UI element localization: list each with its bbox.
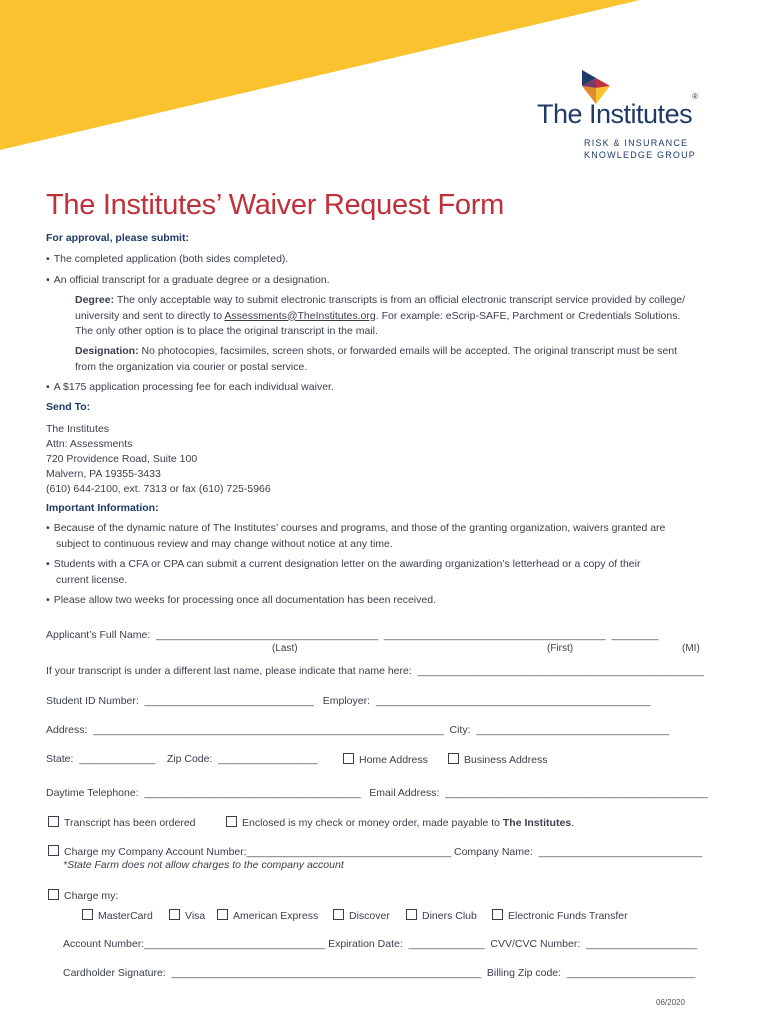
last-caption: (Last) xyxy=(272,643,298,654)
eft-checkbox[interactable] xyxy=(492,909,503,920)
student-id-field[interactable]: _____________________________ xyxy=(141,695,314,707)
mailing-address: The Institutes Attn: Assessments 720 Providence Road, Suite 100 Malvern, PA 19355-3433 (610) 644-2100, ext. 7313 or fax (610) 725-5966 xyxy=(46,423,271,495)
transcript-ordered-option[interactable]: Transcript has been ordered xyxy=(48,816,196,829)
phone-email-row xyxy=(46,787,708,799)
transcript-ordered-checkbox[interactable] xyxy=(48,816,59,827)
employer-field[interactable]: _______________________________________________ xyxy=(372,695,651,707)
form-date: 06/2020 xyxy=(656,998,685,1007)
last-name-field[interactable]: ______________________________________ xyxy=(153,629,379,641)
company-account-row xyxy=(48,845,702,858)
state-farm-note: *State Farm does not allow charges to the company account xyxy=(63,859,344,871)
expiration-label: Expiration Date: xyxy=(328,938,403,950)
student-employer-row xyxy=(46,695,650,707)
home-address-option[interactable]: Home Address xyxy=(343,753,428,766)
important-bullet-dynamic: • Because of the dynamic nature of The Institutes’ courses and programs, and those of the granting organization, waivers granted are subject to continuous review and may change without notice at any time. xyxy=(46,522,666,550)
phone-field[interactable]: _____________________________________ xyxy=(141,787,361,799)
charge-my-checkbox[interactable] xyxy=(48,889,59,900)
page-title: The Institutes’ Waiver Request Form xyxy=(46,189,504,221)
assessments-email-link[interactable]: Assessments@TheInstitutes.org xyxy=(224,309,376,322)
logo-subtitle: RISK & INSURANCE KNOWLEDGE GROUP xyxy=(584,138,697,160)
address-field[interactable]: ____________________________________________________________ xyxy=(90,724,444,736)
visa-option[interactable]: Visa xyxy=(169,909,205,922)
signature-field[interactable]: _____________________________________________________ xyxy=(168,967,482,979)
business-address-checkbox[interactable] xyxy=(448,753,459,764)
student-id-label: Student ID Number: xyxy=(46,695,139,707)
first-name-field[interactable]: ______________________________________ xyxy=(380,629,606,641)
first-caption: (First) xyxy=(547,643,574,654)
approval-bullet-application: • The completed application (both sides completed). xyxy=(46,253,289,265)
mi-caption: (MI) xyxy=(682,643,700,654)
diners-club-checkbox[interactable] xyxy=(406,909,417,920)
send-to-heading: Send To: xyxy=(46,401,91,413)
discover-checkbox[interactable] xyxy=(333,909,344,920)
mastercard-checkbox[interactable] xyxy=(82,909,93,920)
account-number-label: Account Number: xyxy=(63,938,145,950)
middle-initial-field[interactable]: ________ xyxy=(608,629,659,641)
different-name-label: If your transcript is under a different last name, please indicate that name here: xyxy=(46,665,412,677)
email-label: Email Address: xyxy=(369,787,440,799)
diners-club-option[interactable]: Diners Club xyxy=(406,909,477,922)
company-account-label: Charge my Company Account Number: xyxy=(64,846,247,858)
signature-label: Cardholder Signature: xyxy=(63,967,166,979)
city-label: City: xyxy=(449,724,471,736)
state-label: State: xyxy=(46,753,74,765)
amex-option[interactable]: American Express xyxy=(217,909,318,922)
account-number-field[interactable]: _______________________________ xyxy=(144,938,326,950)
billing-zip-field[interactable]: ______________________ xyxy=(563,967,696,979)
approval-bullet-transcript: • An official transcript for a graduate degree or a designation. xyxy=(46,274,330,286)
charge-my-option[interactable]: Charge my: xyxy=(48,889,118,902)
amex-checkbox[interactable] xyxy=(217,909,228,920)
address-row xyxy=(46,724,669,736)
eft-option[interactable]: Electronic Funds Transfer xyxy=(492,909,628,922)
important-bullet-cfa-cpa: • Students with a CFA or CPA can submit a current designation letter on the awarding organization’s letterhead or a copy of their current license. xyxy=(46,558,641,586)
email-field[interactable]: _____________________________________________ xyxy=(442,787,708,799)
phone-label: Daytime Telephone: xyxy=(46,787,139,799)
business-address-option[interactable]: Business Address xyxy=(448,753,547,766)
visa-checkbox[interactable] xyxy=(169,909,180,920)
company-account-checkbox[interactable] xyxy=(48,845,59,856)
enclosed-check-checkbox[interactable] xyxy=(226,816,237,827)
full-name-row xyxy=(46,629,658,641)
expiration-field[interactable]: _____________ xyxy=(405,938,485,950)
logo-name: The Institutes® xyxy=(537,92,698,129)
degree-paragraph: Degree: The only acceptable way to submit electronic transcripts is from an official electronic transcript service provided by college/ university and sent to directly to Assessments@TheInstitutes.org. For example: eScrip-SAFE, Parchment or Credentials Solutions. The only other option is to place the original transcript in the mail. xyxy=(75,294,686,337)
company-name-label: Company Name: xyxy=(453,846,533,858)
mastercard-option[interactable]: MasterCard xyxy=(82,909,153,922)
zip-label: Zip Code: xyxy=(166,753,213,765)
signature-row xyxy=(63,967,695,979)
cvv-field[interactable]: ___________________ xyxy=(583,938,698,950)
state-field[interactable]: _____________ xyxy=(76,753,156,765)
different-name-field[interactable]: _________________________________________________ xyxy=(414,665,704,677)
zip-field[interactable]: _________________ xyxy=(215,753,318,765)
company-name-field[interactable]: ____________________________ xyxy=(535,846,703,858)
full-name-label: Applicant’s Full Name: xyxy=(46,629,151,641)
account-expiration-row xyxy=(63,938,697,950)
important-heading: Important Information: xyxy=(46,502,159,514)
billing-zip-label: Billing Zip code: xyxy=(486,967,562,979)
city-field[interactable]: _________________________________ xyxy=(473,724,670,736)
approval-bullet-fee: • A $175 application processing fee for each individual waiver. xyxy=(46,381,334,393)
enclosed-check-option[interactable]: Enclosed is my check or money order, made payable to The Institutes. xyxy=(226,816,574,829)
home-address-checkbox[interactable] xyxy=(343,753,354,764)
cvv-label: CVV/CVC Number: xyxy=(490,938,581,950)
discover-option[interactable]: Discover xyxy=(333,909,390,922)
address-label: Address: xyxy=(46,724,88,736)
designation-paragraph: Designation: No photocopies, facsimiles, screen shots, or forwarded emails will be accepted. The original transcript must be sent from the organization via courier or postal service. xyxy=(75,345,678,373)
approval-heading: For approval, please submit: xyxy=(46,232,189,244)
important-bullet-processing: • Please allow two weeks for processing once all documentation has been received. xyxy=(46,594,436,606)
employer-label: Employer: xyxy=(322,695,371,707)
company-account-field[interactable]: ___________________________________ xyxy=(246,846,452,858)
different-name-row xyxy=(46,665,704,677)
state-zip-row xyxy=(46,753,318,765)
